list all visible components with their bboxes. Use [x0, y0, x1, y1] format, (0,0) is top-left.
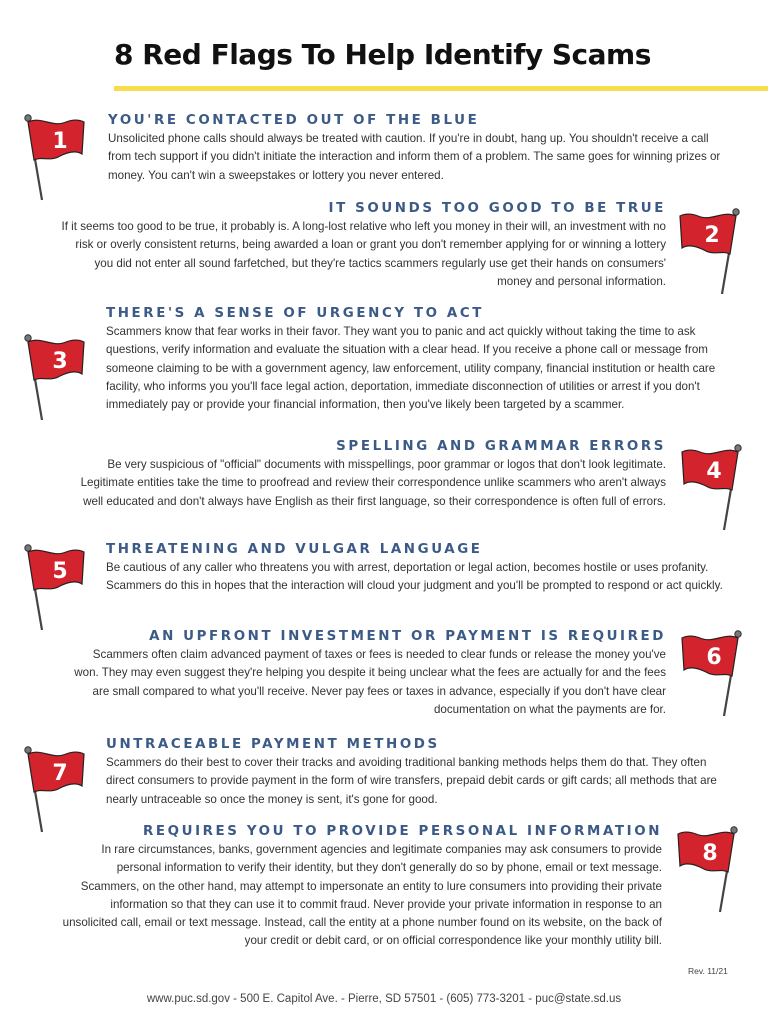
- red-flag-section-8: [60, 823, 662, 951]
- section-body: Be cautious of any caller who threatens you with arrest, deportation or legal action, becomes hostile or uses profanity. Scammers do this in hopes that the interaction will cloud your judgment and you'll be prompted to respond or act quickly.: [106, 561, 723, 593]
- section-heading: THREATENING AND VULGAR LANGUAGE: [106, 542, 483, 557]
- flag-number: 3: [52, 349, 68, 374]
- red-flag-icon-2: [678, 204, 742, 298]
- red-flag-section-1: [108, 112, 734, 185]
- red-flag-icon-6: [680, 626, 744, 720]
- red-flag-icon-5: [22, 540, 86, 634]
- section-heading: UNTRACEABLE PAYMENT METHODS: [106, 737, 440, 752]
- red-flag-section-5: [106, 541, 746, 596]
- red-flag-icon-8: [676, 822, 740, 916]
- red-flag-icon-7: [22, 742, 86, 836]
- red-flag-icon-1: [22, 110, 86, 204]
- flag-number: 7: [52, 761, 68, 786]
- flag-number: 8: [702, 841, 718, 866]
- title-underline: [114, 86, 768, 91]
- red-flag-section-7: [106, 736, 726, 809]
- red-flag-section-3: [106, 305, 748, 414]
- section-body: Unsolicited phone calls should always be treated with caution. If you're in doubt, hang up. You shouldn't receive a call from tech support if you didn't initiate the interaction and inform them of a problem. The same goes for winning prizes or money. You can't win a sweepstakes or lottery you never entered.: [108, 132, 721, 182]
- red-flag-section-2: [60, 200, 666, 291]
- section-body: In rare circumstances, banks, government agencies and legitimate companies may ask consumers to provide personal information to verify their identity, but they don't generally do so by phone, email or text message. Scammers, on the other hand, may attempt to impersonate an entity to lure consumers into providing their private information so that they can use it to commit fraud. Never provide your private information in response to an unsolicited call, email or text message. Instead, call the entity at a phone number found on its website, on the back of your credit or debit card, or on official correspondence like your monthly utility bill.: [62, 843, 662, 948]
- red-flag-icon-3: [22, 330, 86, 424]
- red-flag-section-4: [80, 438, 666, 511]
- revision-note: Rev. 11/21: [688, 966, 728, 976]
- section-body: Scammers often claim advanced payment of taxes or fees is needed to clear funds or release the money you've won. They may even suggest they're helping you despite it being unclear what the fees are actually for and the fees are small compared to what you'll receive. Never pay fees or taxes in advance, especially if you don't have clear documentation on what the payments are for.: [74, 648, 666, 716]
- flag-number: 2: [704, 223, 720, 248]
- section-heading: AN UPFRONT INVESTMENT OR PAYMENT IS REQUIRED: [149, 629, 666, 644]
- flag-number: 4: [706, 459, 722, 484]
- section-body: Scammers know that fear works in their favor. They want you to panic and act quickly without taking the time to ask questions, verify information and evaluate the situation with a clear head. If you receive a phone call or message from someone claiming to be with a government agency, law enforcement, utility company, financial institution or health care facility, who informs you you'll face legal action, deportation, immediate disconnection of utilities or arrest if you don't immediately pay or provide your financial information, then you've likely been targeted by a scammer.: [106, 325, 716, 412]
- section-body: If it seems too good to be true, it probably is. A long-lost relative who left you money in their will, an investment with no risk or overly consistent returns, being awarded a loan or grant you don't remember applying for or winning a lottery you did not enter all sound farfetched, but they're tactics scammers regularly use get their hands on consumers' money and personal information.: [61, 220, 666, 288]
- footer-contact: www.puc.sd.gov - 500 E. Capitol Ave. - Pierre, SD 57501 - (605) 773-3201 - puc@state.sd.us: [146, 993, 622, 1005]
- flag-number: 6: [706, 645, 722, 670]
- section-body: Be very suspicious of "official" documents with misspellings, poor grammar or logos that don't look legitimate. Legitimate entities take the time to proofread and review their correspondence unlike scammers who aren't always well educated and don't always have English as their first language, so their correspondence is often full of errors.: [80, 458, 666, 508]
- section-body: Scammers do their best to cover their tracks and avoiding traditional banking methods helps them do that. They often direct consumers to provide payment in the form of wire transfers, prepaid debit cards or gift cards; all methods that are nearly untraceable so once the money is sent, it's gone for good.: [106, 756, 717, 806]
- section-heading: IT SOUNDS TOO GOOD TO BE TRUE: [328, 201, 666, 216]
- flag-number: 5: [52, 559, 68, 584]
- red-flag-section-6: [70, 628, 666, 719]
- section-heading: THERE'S A SENSE OF URGENCY TO ACT: [106, 306, 485, 321]
- section-heading: SPELLING AND GRAMMAR ERRORS: [336, 439, 666, 454]
- red-flag-icon-4: [680, 440, 744, 534]
- page-title: 8 Red Flags To Help Identify Scams: [114, 38, 651, 71]
- flag-number: 1: [52, 129, 68, 154]
- section-heading: REQUIRES YOU TO PROVIDE PERSONAL INFORMATION: [142, 824, 662, 839]
- section-heading: YOU'RE CONTACTED OUT OF THE BLUE: [108, 113, 480, 128]
